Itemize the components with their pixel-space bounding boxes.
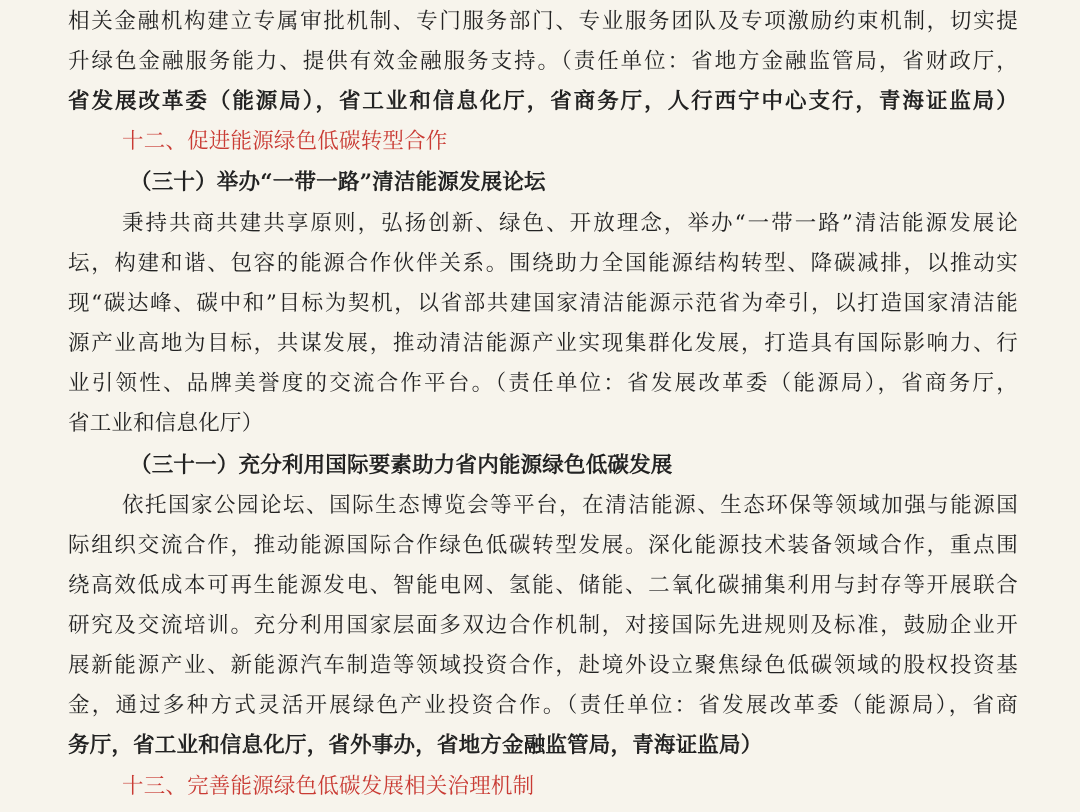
paragraph-line: 金，通过多种方式灵活开展绿色产业投资合作。（责任单位：省发展改革委（能源局），省商: [68, 693, 1018, 718]
paragraph-line: 坛，构建和谐、包容的能源合作伙伴关系。围绕助力全国能源结构转型、降碳减排，以推动实: [68, 251, 1018, 276]
paragraph-line: 展新能源产业、新能源汽车制造等领域投资合作，赴境外设立聚焦绿色低碳领域的股权投资基: [68, 653, 1018, 678]
paragraph-line: 研究及交流培训。充分利用国家层面多双边合作机制，对接国际先进规则及标准，鼓励企业开: [68, 613, 1018, 638]
paragraph-line: 相关金融机构建立专属审批机制、专门服务部门、专业服务团队及专项激励约束机制，切实提: [68, 9, 1018, 34]
section-heading-13: 十三、完善能源绿色低碳发展相关治理机制: [122, 774, 535, 799]
paragraph-line: 秉持共商共建共享原则，弘扬创新、绿色、开放理念，举办“一带一路”清洁能源发展论: [122, 211, 1018, 236]
paragraph-line: 际组织交流合作，推动能源国际合作绿色低碳转型发展。深化能源技术装备领域合作，重点围: [68, 533, 1018, 558]
paragraph-line: 务厅，省工业和信息化厅，省外事办，省地方金融监管局，青海证监局）: [68, 733, 763, 758]
paragraph-line: 省工业和信息化厅）: [68, 411, 264, 436]
paragraph-line: 升绿色金融服务能力、提供有效金融服务支持。（责任单位：省地方金融监管局，省财政厅，: [68, 49, 1018, 74]
paragraph-line: 源产业高地为目标，共谋发展，推动清洁能源产业实现集群化发展，打造具有国际影响力、行: [68, 331, 1018, 356]
paragraph-line: 现“碳达峰、碳中和”目标为契机，以省部共建国家清洁能源示范省为牵引，以打造国家清洁能: [68, 291, 1018, 316]
paragraph-line: 依托国家公园论坛、国际生态博览会等平台，在清洁能源、生态环保等领域加强与能源国: [122, 493, 1018, 518]
subsection-heading-30: （三十）举办“一带一路”清洁能源发展论坛: [130, 170, 546, 195]
section-heading-12: 十二、促进能源绿色低碳转型合作: [122, 129, 448, 154]
paragraph-line: 省发展改革委（能源局），省工业和信息化厅，省商务厅，人行西宁中心支行，青海证监局）: [68, 89, 1018, 114]
subsection-heading-31: （三十一）充分利用国际要素助力省内能源绿色低碳发展: [130, 453, 673, 478]
paragraph-line: 绕高效低成本可再生能源发电、智能电网、氢能、储能、二氧化碳捕集利用与封存等开展联合: [68, 573, 1018, 598]
paragraph-line: 业引领性、品牌美誉度的交流合作平台。（责任单位：省发展改革委（能源局），省商务厅，: [68, 371, 1018, 396]
